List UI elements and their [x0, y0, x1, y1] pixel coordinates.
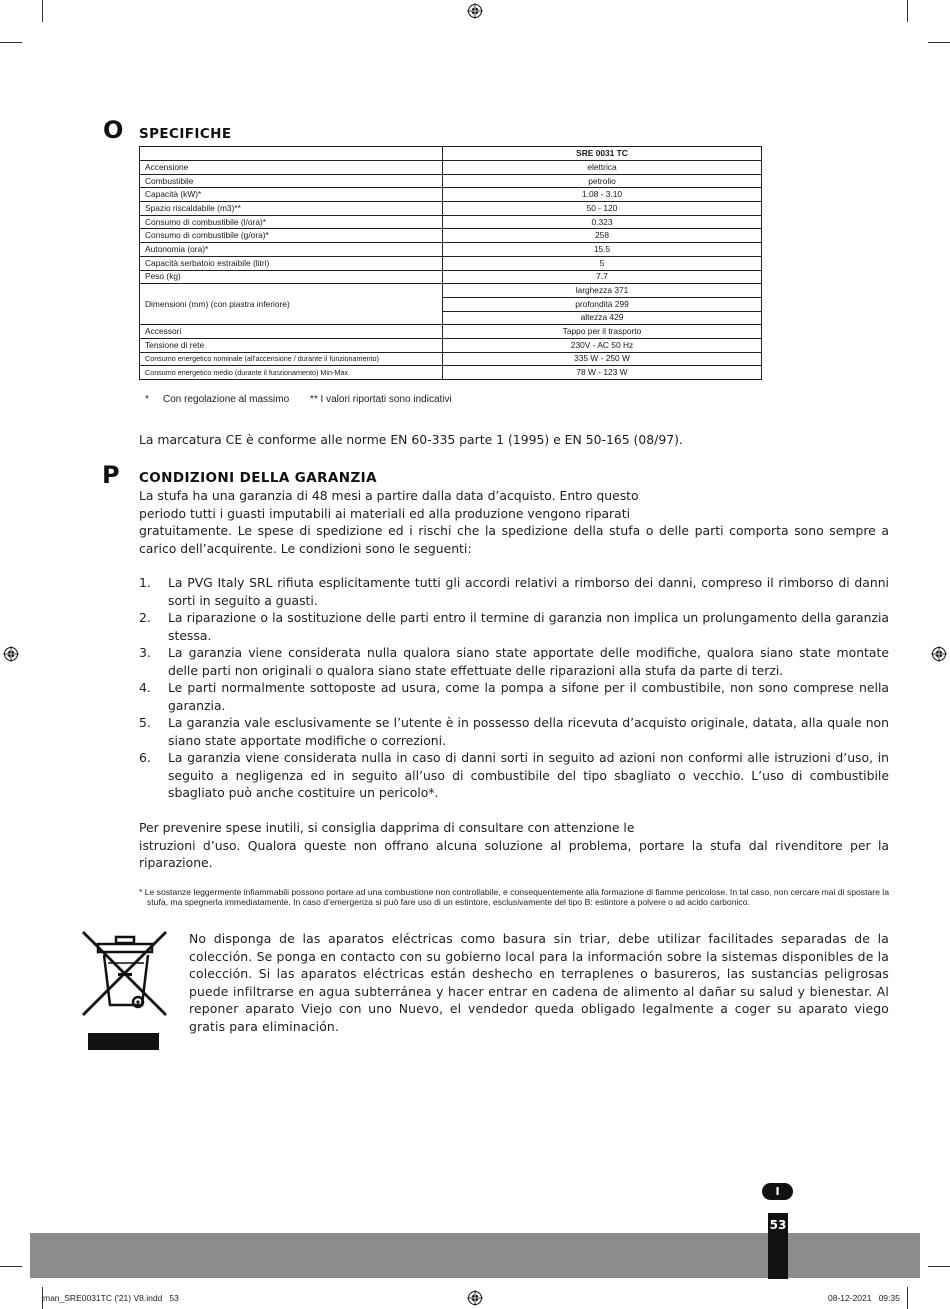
advice-paragraph: [139, 819, 889, 872]
table-row: [140, 366, 762, 380]
file-slug: man_SRE0031TC ('21) V8.indd 53: [43, 1293, 179, 1303]
spec-value-cell: elettrica: [443, 161, 762, 175]
section-title: CONDIZIONI DELLA GARANZIA: [139, 470, 377, 486]
spec-note-1: Con regolazione al massimo: [163, 394, 290, 405]
spec-label-cell: Peso (kg): [140, 270, 443, 284]
list-item-number: 2.: [139, 610, 151, 625]
list-item-number: 4.: [139, 680, 151, 695]
spec-value-cell: altezza 429: [443, 311, 762, 325]
spec-value-cell: 1.08 - 3.10: [443, 188, 762, 202]
spec-value-cell: 0.323: [443, 215, 762, 229]
table-row: [140, 256, 762, 270]
spec-label-cell: Accensione: [140, 161, 443, 175]
registration-mark-icon: [3, 646, 19, 662]
table-row: [140, 229, 762, 243]
warranty-intro: [139, 487, 889, 557]
table-header-empty-cell: [140, 147, 443, 161]
crop-mark: [907, 1287, 908, 1309]
warranty-conditions-list: [139, 574, 889, 802]
list-item: [139, 679, 889, 714]
spec-label-cell: Dimensioni (mm) (con piastra inferiore): [140, 284, 443, 325]
table-row: [140, 215, 762, 229]
list-item: [139, 749, 889, 802]
spec-label-cell: Spazio riscaldabile (m3)**: [140, 202, 443, 216]
spec-value-cell: profondità 299: [443, 297, 762, 311]
registration-mark-icon: [467, 3, 483, 19]
spec-value-cell: petrolio: [443, 174, 762, 188]
table-row: [140, 325, 762, 339]
spec-value-cell: 50 - 120: [443, 202, 762, 216]
table-row: [140, 284, 762, 298]
spec-note-star: *: [145, 394, 149, 405]
spec-value-cell: 335 W - 250 W: [443, 352, 762, 366]
spec-label-cell: Capacità serbatoio estraibile (litri): [140, 256, 443, 270]
spec-value-cell: 15.5: [443, 243, 762, 257]
registration-mark-icon: [467, 1290, 483, 1306]
table-row: [140, 202, 762, 216]
list-item-text: La PVG Italy SRL rifiuta esplicitamente tutti gli accordi relativi a rimborso dei danni, compreso il rimborso di danni sorti in seguito a guasti.: [168, 575, 889, 608]
advice-line: istruzioni d’uso. Qualora queste non offrano alcuna soluzione al problema, portare la stufa dal rivenditore per la riparazione.: [139, 837, 889, 870]
spec-label-cell: Tensione di rete: [140, 338, 443, 352]
spec-label-cell: Consumo energetico medio (durante il funzionamento) Min-Max.: [140, 366, 443, 380]
list-item-text: La garanzia vale esclusivamente se l’utente è in possesso della ricevuta d’acquisto originale, datata, alla quale non siano state apportate modifiche o correzioni.: [168, 715, 889, 748]
spec-value-cell: Tappo per il trasporto: [443, 325, 762, 339]
crop-mark: [0, 1266, 22, 1267]
table-row: [140, 352, 762, 366]
spec-label-cell: Combustibile: [140, 174, 443, 188]
crossed-out-wheelie-bin-icon: [80, 927, 170, 1055]
crop-mark: [928, 42, 950, 43]
spec-value-cell: larghezza 371: [443, 284, 762, 298]
spec-label-cell: Accessori: [140, 325, 443, 339]
table-row: [140, 270, 762, 284]
list-item: [139, 714, 889, 749]
list-item-text: Le parti normalmente sottoposte ad usura, come la pompa a sifone per il combustibile, non sono comprese nella garanzia.: [168, 680, 889, 713]
warranty-intro-line: gratuitamente. Le spese di spedizione ed i rischi che la spedizione della stufa o delle parti comporta sono sempre a carico dell’acquirente. Le condizioni sono le seguenti:: [139, 523, 889, 556]
spec-label-cell: Autonomia (ora)*: [140, 243, 443, 257]
ce-marking-text: La marcatura CE è conforme alle norme EN 60-335 parte 1 (1995) e EN 50-165 (08/97).: [139, 432, 683, 447]
table-row: [140, 188, 762, 202]
spec-table-body: [140, 147, 762, 380]
list-item-text: La garanzia viene considerata nulla in caso di danni sorti in seguito ad azioni non conformi alle istruzioni d’uso, in seguito a negligenza ed in seguito all’uso di combustibile del tipo sbagliato o vecchio. L’uso di combustibile sbagliato può anche costituire un pericolo*.: [168, 750, 889, 800]
crop-mark: [907, 0, 908, 22]
list-item-text: La garanzia viene considerata nulla qualora siano state apportate delle modifiche, qualora siano state montate delle parti non originali o qualora siano state effettuate delle riparazioni alla stufa da parte di terzi.: [168, 645, 889, 678]
section-letter: P: [102, 461, 120, 489]
warranty-intro-line: periodo tutti i guasti imputabili ai materiali ed alla produzione vengono riparati: [139, 505, 631, 521]
list-item: [139, 609, 889, 644]
spec-label-cell: Capacità (kW)*: [140, 188, 443, 202]
table-row: [140, 161, 762, 175]
model-header: SRE 0031 TC: [443, 147, 762, 161]
list-item-number: 3.: [139, 645, 151, 660]
spec-value-cell: 5: [443, 256, 762, 270]
crop-mark: [42, 0, 43, 22]
warranty-intro-line: La stufa ha una garanzia di 48 mesi a partire dalla data d’acquisto. Entro questo: [139, 488, 639, 503]
weee-disposal-text: No disponga de las aparatos eléctricas como basura sin triar, debe utilizar facilitades separadas de la colección. Se ponga en contacto con su gobierno local para la información sobre la sistemas disponibles de la colección. Si las aparatos eléctricas están deshecho en terraplenes o basureros, las sustancias peligrosas puede infiltrarse en agua subterránea y hacer entrar en cadena de alimento al dañar su salud y bienestar. Al reponer aparato Viejo con uno Nuevo, el vendedor queda obligado legalmente a coger su aparato viego gratis para eliminación.: [189, 931, 889, 1034]
page-number: 53: [769, 1218, 787, 1232]
advice-line: Per prevenire spese inutili, si consiglia dapprima di consultare con attenzione le: [139, 820, 635, 835]
spec-value-cell: 258: [443, 229, 762, 243]
spec-label-cell: Consumo di combustibile (l/ora)*: [140, 215, 443, 229]
table-row: [140, 174, 762, 188]
spec-value-cell: 7.7: [443, 270, 762, 284]
table-header-row: [140, 147, 762, 161]
crop-mark: [928, 1266, 950, 1267]
list-item: [139, 644, 889, 679]
list-item-number: 6.: [139, 750, 151, 765]
crop-mark: [0, 42, 22, 43]
section-title: SPECIFICHE: [139, 126, 232, 142]
table-row: [140, 338, 762, 352]
spec-value-cell: 230V - AC 50 Hz: [443, 338, 762, 352]
spec-label-cell: Consumo energetico nominale (all'accensione / durante il funzionamento): [140, 352, 443, 366]
section-letter: O: [103, 116, 124, 144]
spec-value-cell: 78 W - 123 W: [443, 366, 762, 380]
list-item-text: La riparazione o la sostituzione delle parti entro il termine di garanzia non implica un prolungamento della garanzia stessa.: [168, 610, 889, 643]
registration-mark-icon: [931, 646, 947, 662]
date-slug: 08-12-2021 09:35: [828, 1293, 900, 1303]
list-item-number: 1.: [139, 575, 151, 590]
specifications-table: [139, 146, 762, 380]
list-item: [139, 574, 889, 609]
table-row: [140, 243, 762, 257]
footnote: [139, 887, 889, 907]
spec-label-cell: Consumo di combustibile (g/ora)*: [140, 229, 443, 243]
language-badge: I: [762, 1183, 793, 1200]
footnote-text: * Le sostanze leggermente infiammabili possono portare ad una combustione non controllabile, e consequentemente alla formazione di fiamme pericolose. In tal caso, non cercare mai di spostare la stufa, ma spegnerla immediatamente. In caso d’emergenza si può fare uso di un estintore, esclusivamente del tipo B: estintore a polvere o ad acido carbonico.: [139, 887, 889, 907]
list-item-number: 5.: [139, 715, 151, 730]
spec-note-2: ** I valori riportati sono indicativi: [310, 394, 452, 405]
